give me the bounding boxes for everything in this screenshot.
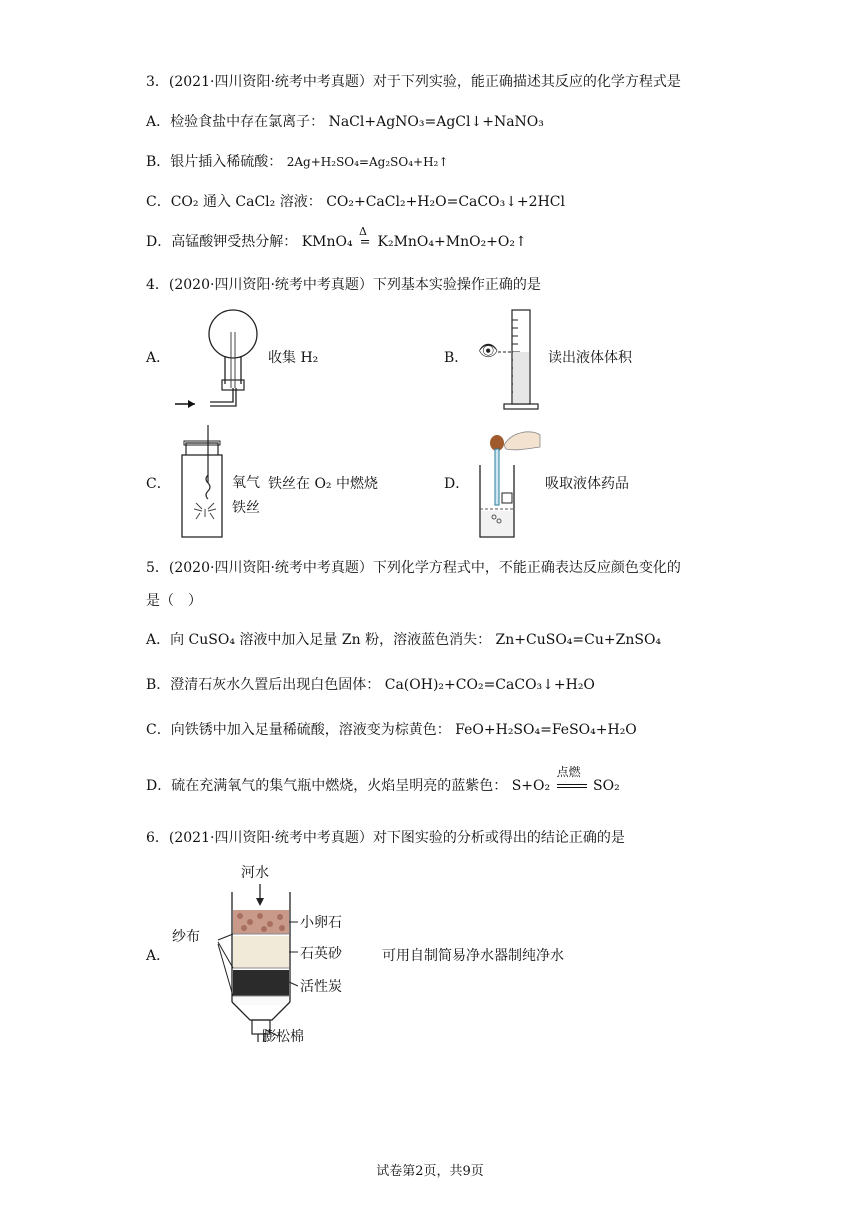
q5-option-b <box>146 675 595 695</box>
q4-c-caption: 铁丝在 O₂ 中燃烧 <box>268 476 378 492</box>
q6-label-pebble: 小卵石 <box>300 915 342 931</box>
q3-b-equation: 2Ag+H₂SO₄=Ag₂SO₄+H₂↑ <box>286 155 449 169</box>
q4-b-caption: 读出液体体积 <box>548 350 632 366</box>
q4-c-letter: C． <box>146 476 171 492</box>
q5-a-equation: Zn+CuSO₄=Cu+ZnSO₄ <box>495 632 662 648</box>
q4-d-letter: D． <box>444 476 470 492</box>
q6-a-caption: 可用自制简易净水器制纯净水 <box>382 948 564 964</box>
q3-option-d: D．高锰酸钾受热分解： KMnO₄ Δ = K₂MnO₄+MnO₂+O₂↑ <box>146 232 527 253</box>
q5-b-equation: Ca(OH)₂+CO₂=CaCO₃↓+H₂O <box>384 677 595 693</box>
q4-d-figure <box>466 425 546 545</box>
q3-c-label: C．CO₂ 通入 CaCl₂ 溶液： <box>146 194 322 210</box>
q5-d-eq-right: SO₂ <box>593 778 620 794</box>
q4-c-label-oxygen: 氧气 <box>232 475 260 491</box>
q6-stem: 6．(2021·四川资阳·统考中考真题）对下图实验的分析或得出的结论正确的是 <box>146 830 625 846</box>
q4-stem: 4．(2020·四川资阳·统考中考真题）下列基本实验操作正确的是 <box>146 277 541 293</box>
q3-a-label: A．检验食盐中存在氯离子： <box>146 114 325 130</box>
page-footer: 试卷第2页，共9页 <box>376 1164 484 1179</box>
q3-option-b <box>146 152 448 172</box>
q3-stem: 3．(2021·四川资阳·统考中考真题）对于下列实验，能正确描述其反应的化学方程式是 <box>146 74 681 90</box>
q5-d-eq-left: S+O₂ <box>511 778 551 794</box>
q3-c-equation: CO₂+CaCl₂+H₂O=CaCO₃↓+2HCl <box>326 194 565 210</box>
q3-a-equation: NaCl+AgNO₃=AgCl↓+NaNO₃ <box>328 114 544 130</box>
q5-a-label: A．向 CuSO₄ 溶液中加入足量 Zn 粉，溶液蓝色消失： <box>146 632 492 648</box>
q5-d-label: D．硫在充满氧气的集气瓶中燃烧，火焰呈明亮的蓝紫色： <box>146 778 508 794</box>
q4-a-caption: 收集 H₂ <box>268 350 319 366</box>
q5-c-equation: FeO+H₂SO₄=FeSO₄+H₂O <box>455 722 637 738</box>
q3-d-eq-right: K₂MnO₄+MnO₂+O₂↑ <box>377 234 527 250</box>
q6-label-gauze: 纱布 <box>172 929 200 945</box>
q3-d-label: D．高锰酸钾受热分解： <box>146 234 298 250</box>
q4-b-figure <box>470 300 550 410</box>
q5-option-d <box>146 765 620 796</box>
q6-label-river: 河水 <box>241 865 269 881</box>
q4-b-letter: B． <box>444 350 469 366</box>
q3-d-condition: Δ <box>359 225 367 238</box>
q5-d-condition: 点燃 <box>556 765 581 779</box>
q6-label-carbon: 活性炭 <box>300 979 342 995</box>
q3-option-c <box>146 192 565 212</box>
q5-stem-line2: 是（ ） <box>146 593 202 609</box>
q5-c-label: C．向铁锈中加入足量稀硫酸，溶液变为棕黄色： <box>146 722 451 738</box>
q5-option-c <box>146 720 637 740</box>
q4-d-caption: 吸取液体药品 <box>545 476 629 492</box>
q4-c-label-iron: 铁丝 <box>232 500 260 516</box>
q5-b-label: B．澄清石灰水久置后出现白色固体： <box>146 677 381 693</box>
q5-option-a <box>146 630 661 650</box>
q3-b-label: B．银片插入稀硫酸： <box>146 154 283 170</box>
q5-stem-line1: 5．(2020·四川资阳·统考中考真题）下列化学方程式中，不能正确表达反应颜色变化的 <box>146 560 681 576</box>
q6-label-cotton: 膨松棉 <box>262 1029 304 1045</box>
q6-label-quartz: 石英砂 <box>300 946 342 962</box>
q4-c-figure <box>172 425 232 545</box>
eye-icon: 👁 <box>478 341 499 360</box>
q4-a-figure <box>170 302 270 412</box>
q3-option-a <box>146 112 544 132</box>
q3-d-eq-left: KMnO₄ <box>301 234 353 250</box>
q6-a-letter: A． <box>146 948 171 964</box>
q4-a-letter: A． <box>146 350 171 366</box>
